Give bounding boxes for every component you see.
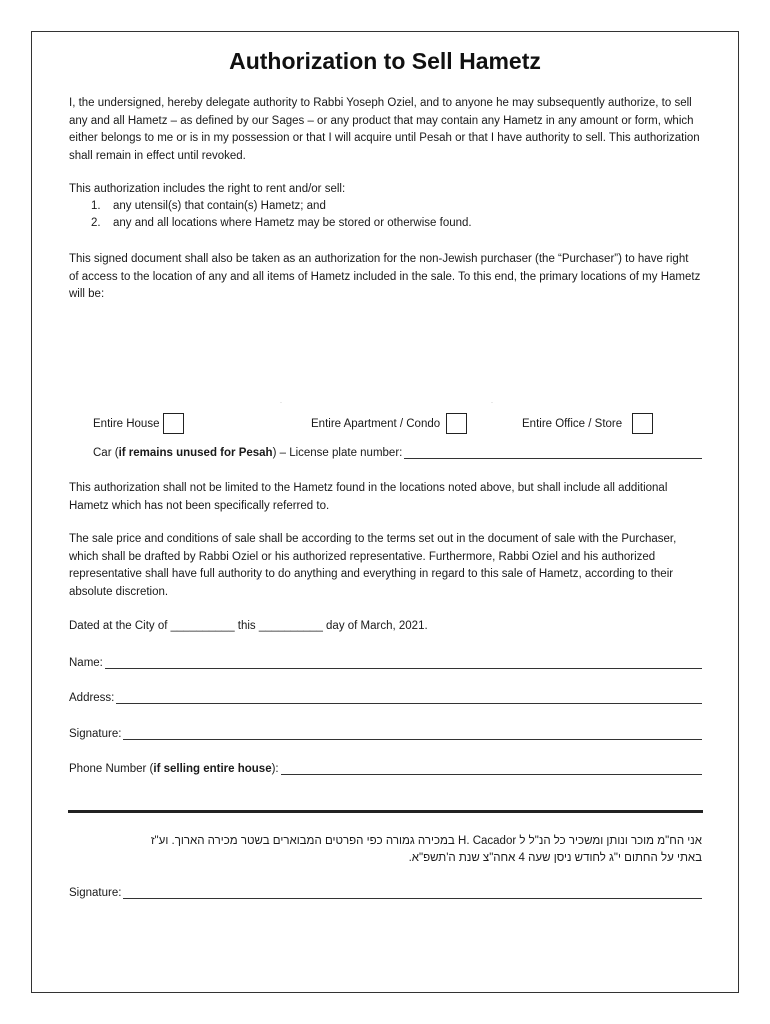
signature-field[interactable] — [123, 726, 702, 740]
address-label: Address: — [69, 692, 115, 704]
hebrew-line-1: אני הח"מ מוכר ונותן ומשכיר כל הנ"ל ל H. Cacador במכירה גמורה כפי הפרטים המבוארים בשטר מכירה הארוך. וע"ז — [150, 835, 702, 847]
phone-row — [69, 761, 702, 775]
address-row — [69, 690, 702, 704]
purchaser-paragraph: This signed document shall also be taken as an authorization for the non-Jewish purchaser (the “Purchaser”) to have right of access to the location of any and all items of Hametz included in the sale. To this end, the primary locations of my Hametz will be: — [69, 253, 701, 300]
sale-price-paragraph: The sale price and conditions of sale shall be according to the terms set out in the document of sale with the Purchaser, which shall be drafted by Rabbi Oziel or his authorized representative. Furthermore, Rabbi Oziel and his authorized representative shall have full authority to do anything and everything in regard to this sale of Hametz, according to their absolute discretion. — [69, 533, 677, 598]
bottom-signature-label: Signature: — [69, 887, 122, 899]
scan-dot: · — [280, 400, 282, 406]
address-field[interactable] — [116, 690, 702, 704]
list-text: any and all locations where Hametz may be stored or otherwise found. — [113, 217, 472, 229]
option-entire-house — [93, 413, 184, 434]
car-row — [93, 445, 702, 459]
list-text: any utensil(s) that contain(s) Hametz; and — [113, 200, 326, 212]
form-title: Authorization to Sell Hametz — [229, 48, 541, 74]
phone-field[interactable] — [281, 761, 702, 775]
option-entire-apartment — [311, 413, 467, 434]
list-number: 1. — [91, 200, 101, 212]
bottom-signature-field[interactable] — [123, 885, 702, 899]
option-label: Entire Office / Store — [522, 417, 623, 430]
rights-list — [91, 198, 691, 232]
intro-paragraph: I, the undersigned, hereby delegate authority to Rabbi Yoseph Oziel, and to anyone he may subsequently authorize, to sell any and all Hametz – as defined by our Sages – or any product that may contain any Hametz in any amount or form, which either belongs to me or is in my possession or that I will acquire until Pesah or that I have authority to sell. This authorization shall remain in effect until revoked. — [69, 97, 700, 162]
entire-apartment-checkbox[interactable] — [446, 413, 467, 434]
license-plate-field[interactable] — [404, 445, 702, 459]
name-label: Name: — [69, 657, 103, 669]
rights-lead: This authorization includes the right to rent and/or sell: — [69, 183, 346, 195]
section-divider — [68, 810, 703, 813]
list-number: 2. — [91, 217, 101, 229]
name-field[interactable] — [105, 655, 702, 669]
entire-house-checkbox[interactable] — [163, 413, 184, 434]
not-limited-paragraph: This authorization shall not be limited to the Hametz found in the locations noted above, but shall include all additional Hametz which has not been specifically referred to. — [69, 482, 668, 512]
signature-row — [69, 726, 702, 740]
name-row — [69, 655, 702, 669]
option-entire-office — [522, 413, 653, 434]
bottom-signature-row — [69, 885, 702, 899]
option-label: Entire House — [93, 417, 160, 430]
list-item — [91, 198, 691, 215]
entire-office-checkbox[interactable] — [632, 413, 653, 434]
list-item — [91, 215, 691, 232]
signature-label: Signature: — [69, 728, 122, 740]
hebrew-line-2: באתי על החתום י"ג לחודש ניסן שעה 4 אחה"צ שנת ה'תשפ"א. — [408, 852, 702, 864]
scan-dot: · — [491, 400, 493, 406]
car-label: Car (if remains unused for Pesah) – License plate number: — [93, 447, 403, 459]
phone-label: Phone Number (if selling entire house): — [69, 763, 279, 775]
option-label: Entire Apartment / Condo — [311, 417, 441, 430]
dated-line: Dated at the City of __________ this __________ day of March, 2021. — [69, 620, 428, 632]
